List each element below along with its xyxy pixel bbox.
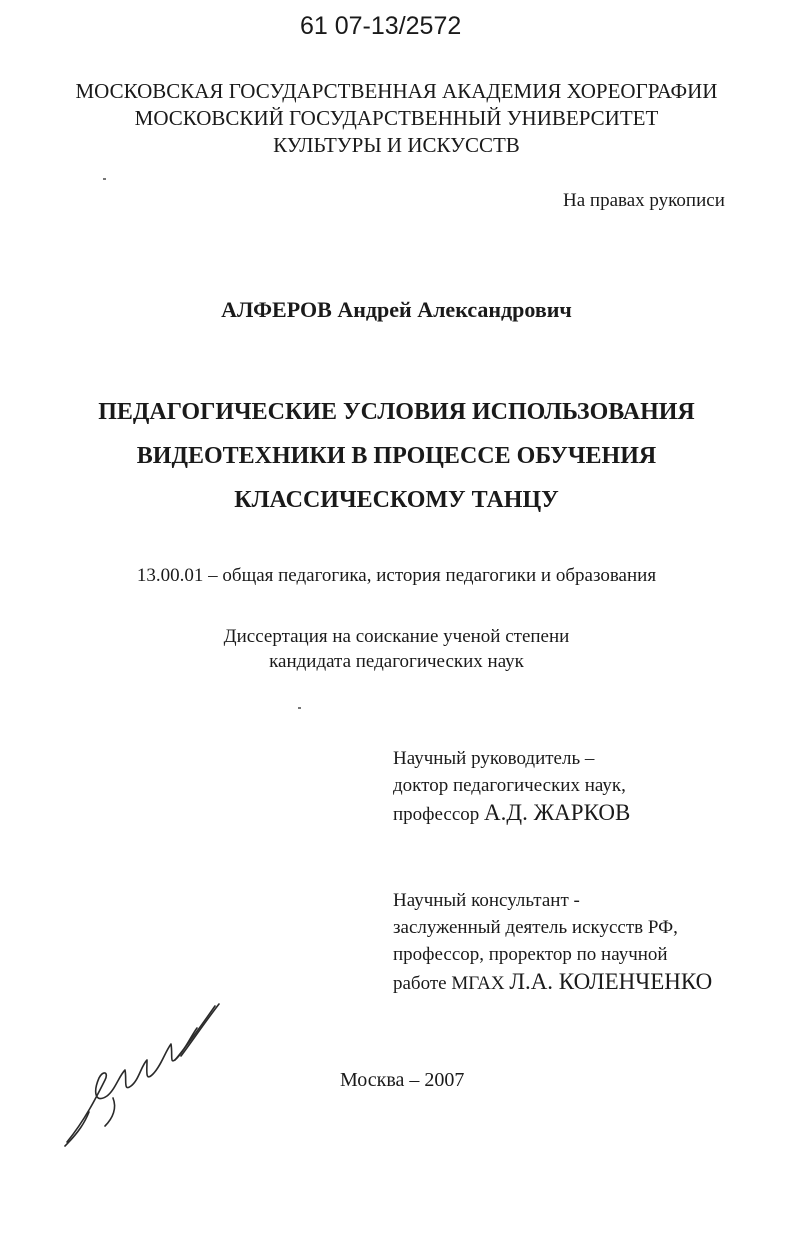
consultant-name: Л.А. КОЛЕНЧЕНКО xyxy=(509,969,713,994)
institution-line-2: МОСКОВСКИЙ ГОСУДАРСТВЕННЫЙ УНИВЕРСИТЕТ xyxy=(134,106,659,130)
supervisor-title xyxy=(393,799,630,828)
degree-line-1: Диссертация на соискание ученой степени xyxy=(223,626,570,647)
scan-speck xyxy=(103,178,106,180)
consultant-block xyxy=(393,887,712,997)
institution-line-3: КУЛЬТУРЫ И ИСКУССТВ xyxy=(273,133,520,157)
supervisor-block xyxy=(393,745,630,828)
degree-line-2: кандидата педагогических наук xyxy=(269,651,524,672)
consultant-affiliation: работе МГАХ xyxy=(393,973,510,994)
institution-line-1: МОСКОВСКАЯ ГОСУДАРСТВЕННАЯ АКАДЕМИЯ ХОРЕОГРАФИИ xyxy=(75,79,718,103)
consultant-title xyxy=(393,968,712,997)
supervisor-degree: доктор педагогических наук, xyxy=(393,775,626,796)
consultant-position: профессор, проректор по научной xyxy=(393,944,668,965)
rights-note: На правах рукописи xyxy=(563,190,725,211)
title-line-2: ВИДЕОТЕХНИКИ В ПРОЦЕССЕ ОБУЧЕНИЯ xyxy=(136,443,657,469)
author-name: АЛФЕРОВ Андрей Александрович xyxy=(221,297,572,322)
dissertation-title xyxy=(0,390,793,522)
consultant-role: Научный консультант - xyxy=(393,890,580,911)
title-line-1: ПЕДАГОГИЧЕСКИЕ УСЛОВИЯ ИСПОЛЬЗОВАНИЯ xyxy=(98,399,695,425)
archive-stamp-number: 61 07-13/2572 xyxy=(300,12,462,40)
specialty-code: 13.00.01 – общая педагогика, история педагогики и образования xyxy=(136,565,657,586)
supervisor-rank: профессор xyxy=(393,804,485,825)
degree-statement xyxy=(0,624,793,674)
consultant-honor: заслуженный деятель искусств РФ, xyxy=(393,917,678,938)
handwritten-signature xyxy=(55,1000,225,1150)
city-year: Москва – 2007 xyxy=(340,1069,465,1091)
title-line-3: КЛАССИЧЕСКОМУ ТАНЦУ xyxy=(234,487,559,513)
supervisor-role: Научный руководитель – xyxy=(393,748,595,769)
scan-speck xyxy=(298,707,301,709)
supervisor-name: А.Д. ЖАРКОВ xyxy=(484,800,631,825)
